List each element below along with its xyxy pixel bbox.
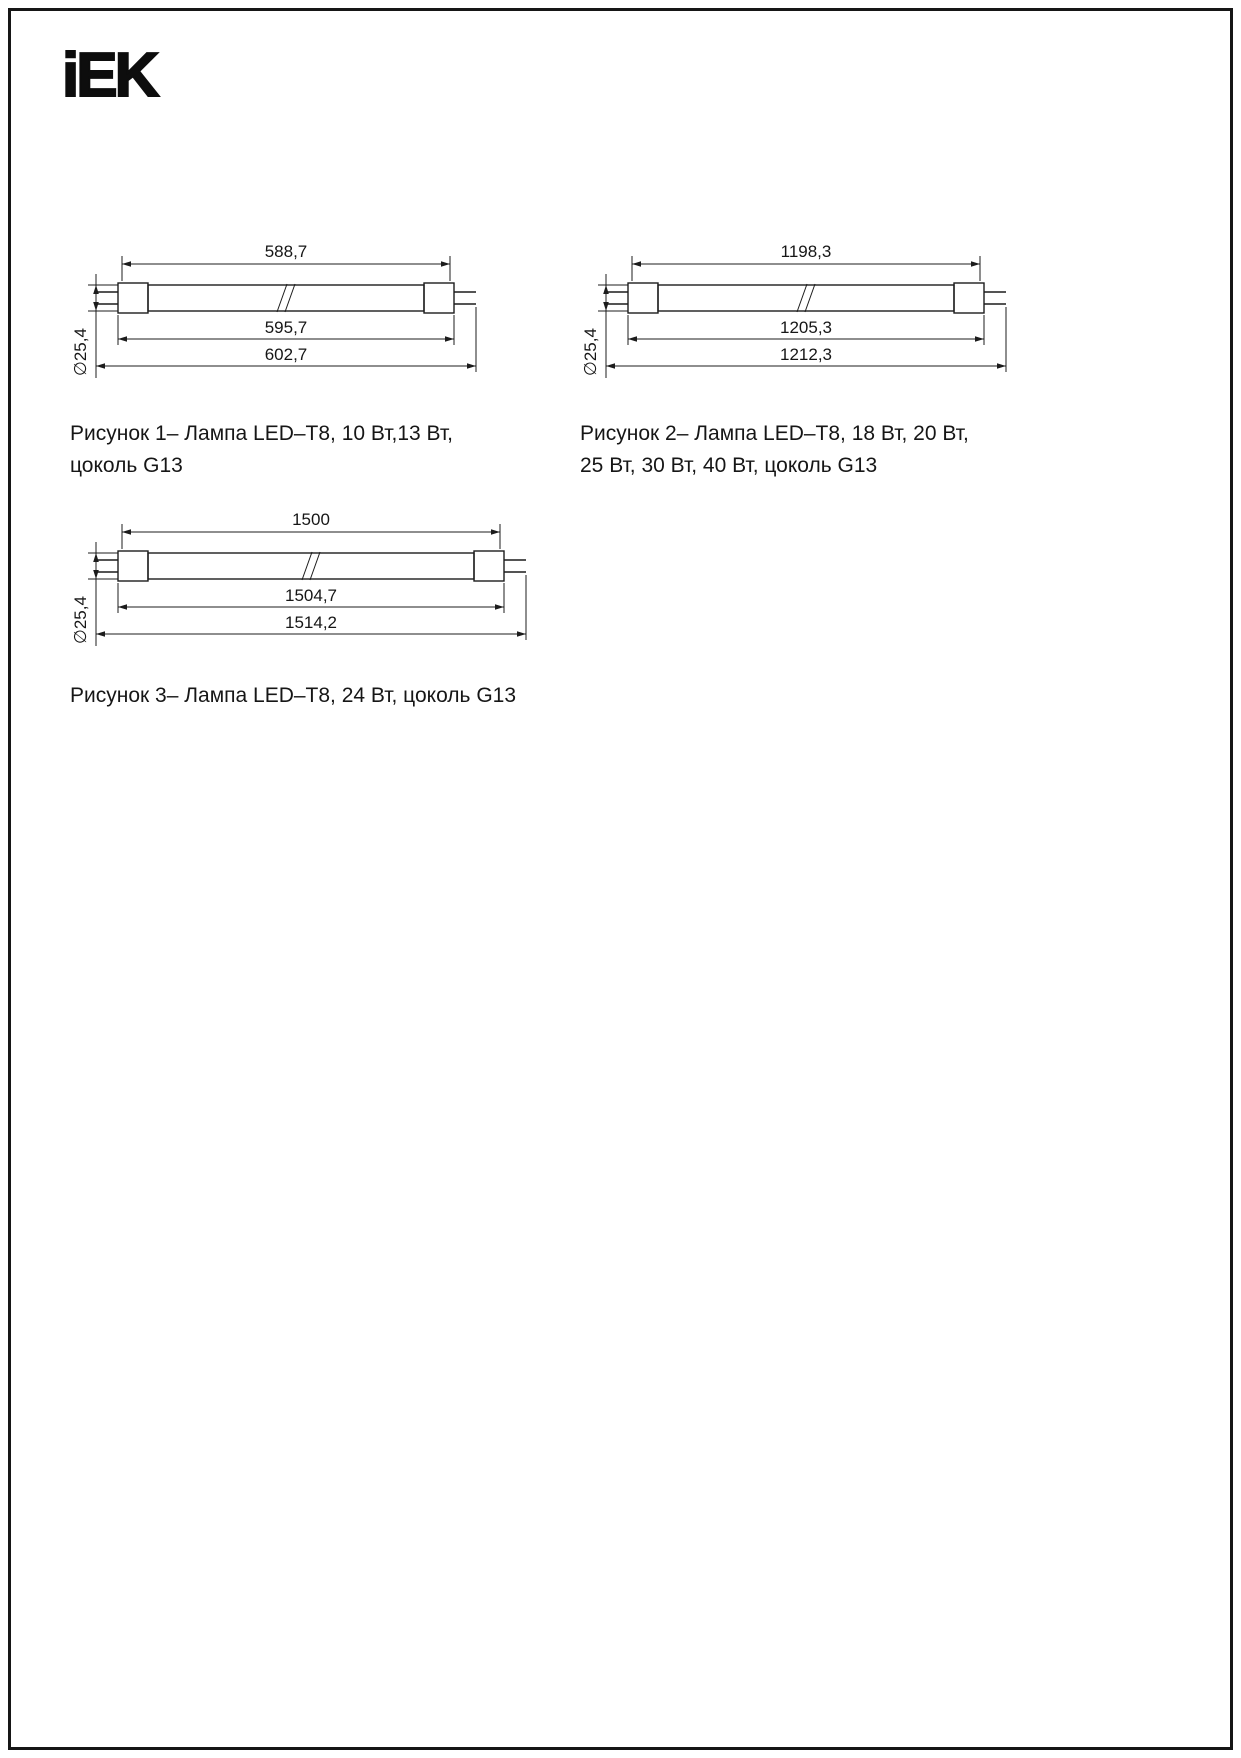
dim-overall-length-label: 1514,2 <box>285 613 337 632</box>
figure-2-lamp-drawing <box>576 240 1036 392</box>
figure-3-lamp-drawing <box>66 508 556 660</box>
dim-base-length-label: 1205,3 <box>780 318 832 337</box>
figure-caption-line: цоколь G13 <box>70 453 183 477</box>
figure-caption-line: Рисунок 3– Лампа LED–T8, 24 Вт, цоколь G13 <box>70 684 517 707</box>
dim-diameter-label: ∅25,4 <box>71 328 90 376</box>
figure-3-caption <box>70 680 516 712</box>
dim-diameter-label: ∅25,4 <box>581 328 600 376</box>
figure-2-caption <box>580 418 969 481</box>
figure-caption-line: Рисунок 2– Лампа LED–T8, 18 Вт, 20 Вт, <box>580 422 969 445</box>
figure-1-caption <box>70 418 453 481</box>
dim-tube-length-label: 588,7 <box>264 242 308 261</box>
dim-tube-length-label: 1198,3 <box>780 242 832 261</box>
dim-overall-length-label: 602,7 <box>264 345 308 364</box>
iek-logo: iEK <box>62 41 157 110</box>
figure-caption-line: 25 Вт, 30 Вт, 40 Вт, цоколь G13 <box>580 453 878 477</box>
dim-overall-length-label: 1212,3 <box>780 345 832 364</box>
dim-tube-length-label: 1500 <box>292 510 330 529</box>
dim-base-length-label: 1504,7 <box>285 586 337 605</box>
figure-1-lamp-drawing <box>66 240 506 392</box>
figure-caption-line: Рисунок 1– Лампа LED–T8, 10 Вт,13 Вт, <box>70 422 453 445</box>
dim-base-length-label: 595,7 <box>264 318 308 337</box>
dim-diameter-label: ∅25,4 <box>71 596 90 644</box>
